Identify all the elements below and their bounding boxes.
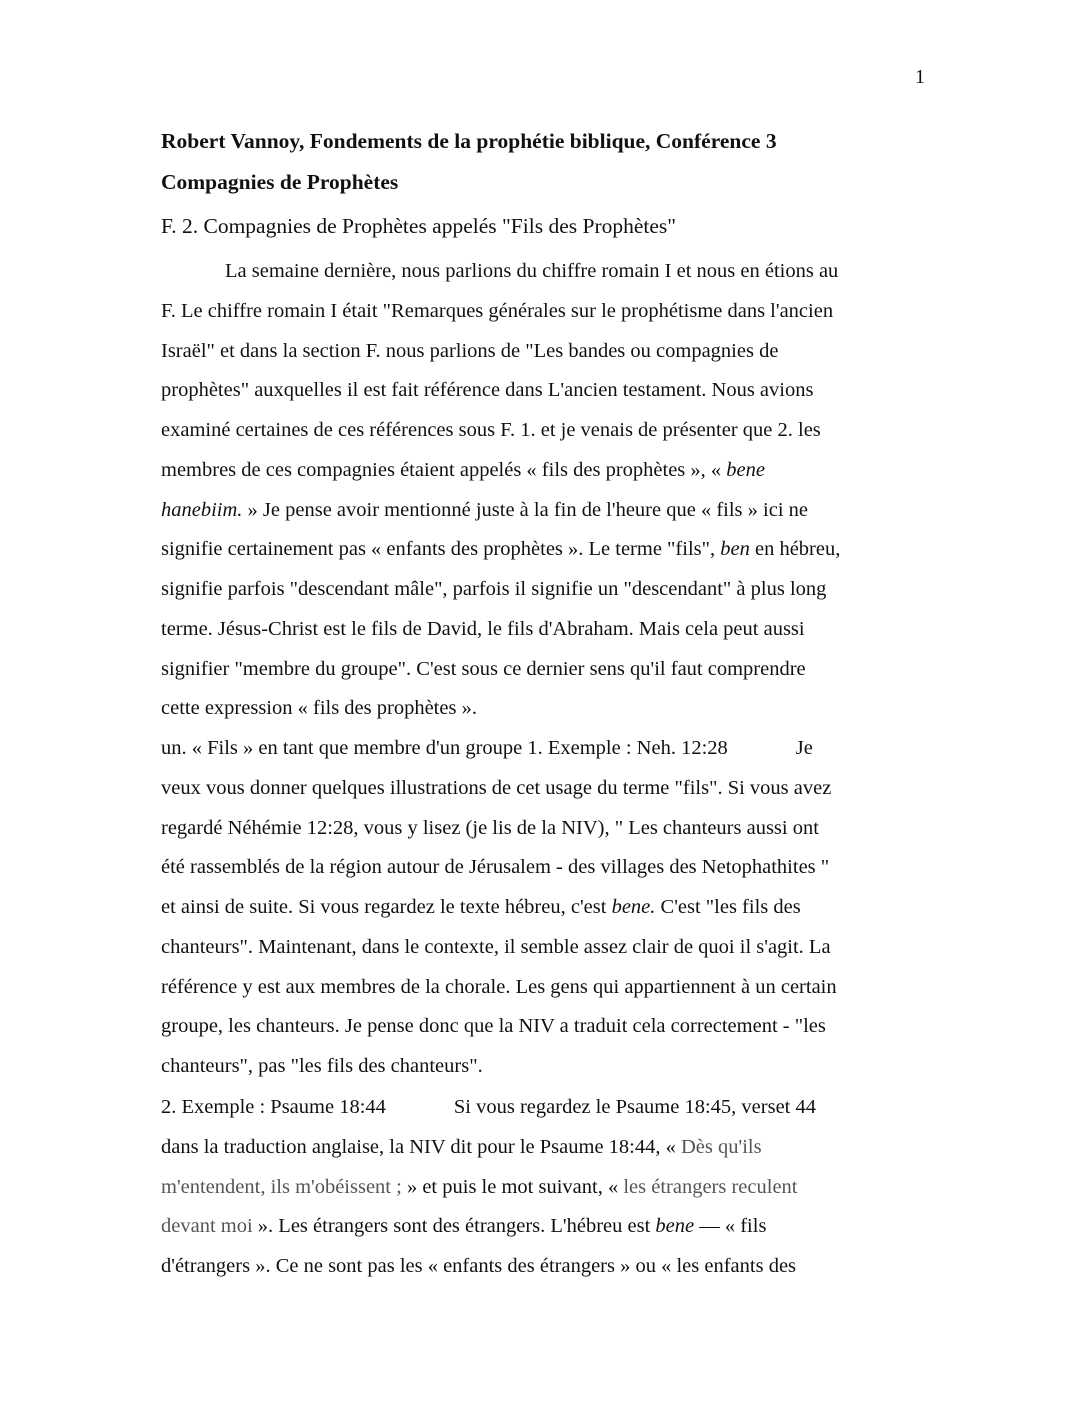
text-line: dans la traduction anglaise, la NIV dit pour le Psaume 18:44, « Dès qu'ils [161, 1135, 762, 1158]
text-line: membres de ces compagnies étaient appelés « fils des prophètes », « bene [161, 458, 765, 481]
text-line: prophètes" auxquelles il est fait référence dans L'ancien testament. Nous avions [161, 379, 814, 402]
text-line: 2. Exemple : Psaume 18:44 Si vous regardez le Psaume 18:45, verset 44 [161, 1096, 816, 1118]
text-line: m'entendent, ils m'obéissent ; » et puis le mot suivant, « les étrangers reculent [161, 1175, 798, 1198]
text-line: signifie parfois "descendant mâle", parfois il signifie un "descendant" à plus long [161, 578, 827, 600]
text-line: regardé Néhémie 12:28, vous y lisez (je lis de la NIV), " Les chanteurs aussi ont [161, 816, 819, 839]
text-line: signifier "membre du groupe". C'est sous ce dernier sens qu'il faut comprendre [161, 657, 806, 680]
text-line: chanteurs", pas "les fils des chanteurs". [161, 1055, 483, 1077]
text-line: La semaine dernière, nous parlions du chiffre romain I et nous en étions au [225, 260, 839, 282]
paragraph-2 [161, 729, 921, 1087]
text-line: cette expression « fils des prophètes ». [161, 697, 477, 720]
text-line: examiné certaines de ces références sous F. 1. et je venais de présenter que 2. les [161, 419, 821, 441]
text-line: Israël" et dans la section F. nous parlions de "Les bandes ou compagnies de [161, 339, 779, 362]
text-line: hanebiim. » Je pense avoir mentionné juste à la fin de l'heure que « fils » ici ne [161, 498, 808, 521]
text-line: terme. Jésus-Christ est le fils de David, le fils d'Abraham. Mais cela peut aussi [161, 617, 805, 640]
page-number: 1 [915, 66, 925, 88]
text-line: et ainsi de suite. Si vous regardez le texte hébreu, c'est bene. C'est "les fils des [161, 896, 801, 918]
document-title: Robert Vannoy, Fondements de la prophétie biblique, Conférence 3 [161, 129, 777, 153]
text-line: F. Le chiffre romain I était "Remarques générales sur le prophétisme dans l'ancien [161, 299, 834, 322]
text-line: été rassemblés de la région autour de Jérusalem - des villages des Netophathites " [161, 856, 830, 879]
text-line: groupe, les chanteurs. Je pense donc que la NIV a traduit cela correctement - "les [161, 1015, 826, 1038]
text-line: devant moi ». Les étrangers sont des étrangers. L'hébreu est bene — « fils [161, 1215, 767, 1238]
section-heading: F. 2. Compagnies de Prophètes appelés "Fils des Prophètes" [161, 214, 677, 238]
text-line: veux vous donner quelques illustrations de cet usage du terme "fils". Si vous avez [161, 776, 832, 799]
text-line: signifie certainement pas « enfants des prophètes ». Le terme "fils", ben en hébreu, [161, 538, 841, 561]
text-line: un. « Fils » en tant que membre d'un groupe 1. Exemple : Neh. 12:28 Je [161, 737, 813, 759]
text-line: chanteurs". Maintenant, dans le contexte, il semble assez clair de quoi il s'agit. La [161, 935, 831, 958]
document-subtitle: Compagnies de Prophètes [161, 170, 399, 194]
paragraph-1 [161, 252, 921, 729]
text-line: référence y est aux membres de la chorale. Les gens qui appartiennent à un certain [161, 975, 837, 998]
paragraph-3 [161, 1088, 921, 1287]
text-line: d'étrangers ». Ce ne sont pas les « enfants des étrangers » ou « les enfants des [161, 1255, 797, 1277]
